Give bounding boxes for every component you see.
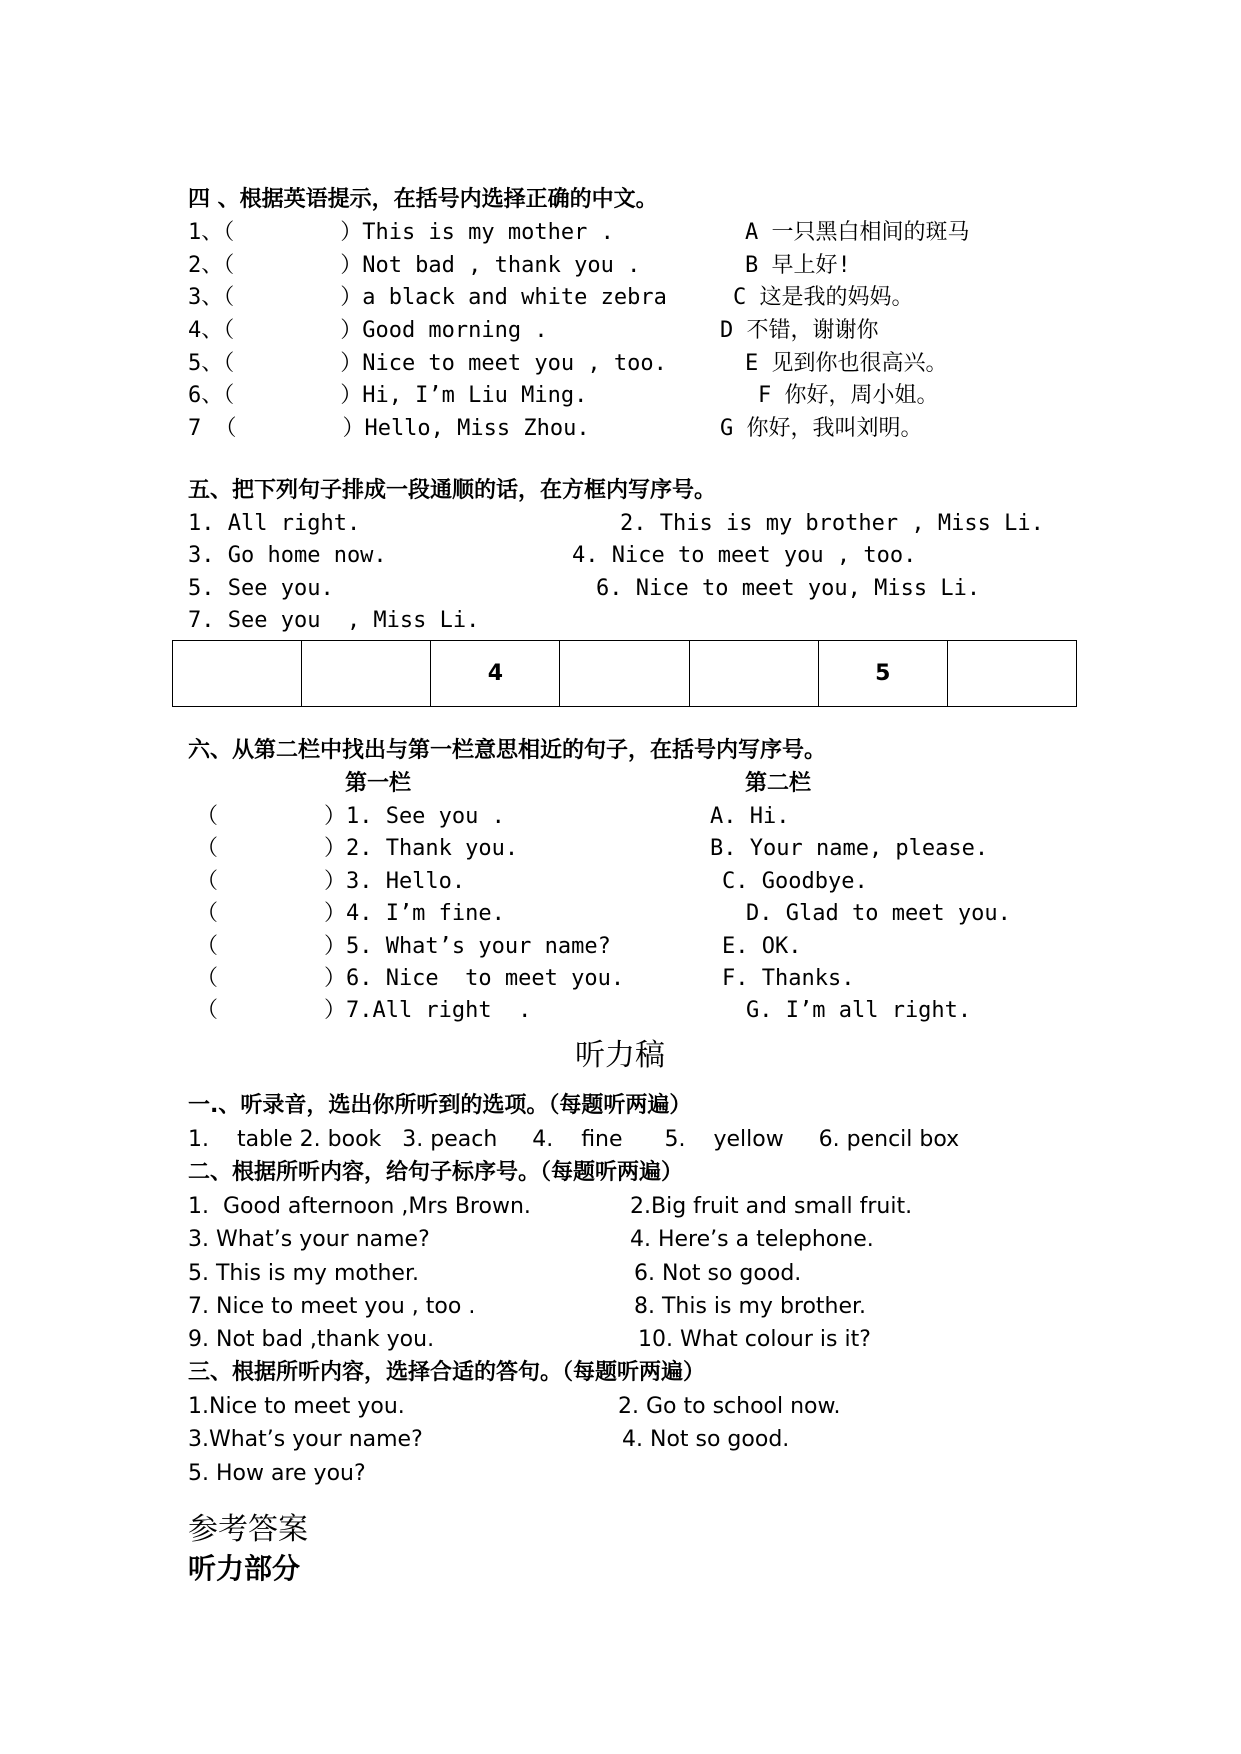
section6-option-d: D. Glad to meet you. (746, 901, 1011, 926)
listening-part3-sentence-4: 4. Not so good. (622, 1427, 790, 1452)
answer-box-7[interactable] (947, 641, 1076, 707)
section6-item-5: （ ）5. What’s your name? (196, 934, 611, 959)
section4-item-3: 3、（ ）a black and white zebra (188, 285, 667, 310)
section5-sentence-3: 3. Go home now. (188, 543, 387, 568)
section4-option-g: G 你好，我叫刘明。 (720, 416, 923, 441)
listening-part2-sentence-6: 6. Not so good. (634, 1261, 802, 1286)
listening-part2-sentence-10: 10. What colour is it? (638, 1327, 871, 1352)
section6-option-g: G. I’m all right. (746, 998, 972, 1023)
section4-option-f: F 你好，周小姐。 (758, 383, 939, 408)
section6-item-2: （ ）2. Thank you. (196, 836, 519, 861)
section6-heading: 六、从第二栏中找出与第一栏意思相近的句子，在括号内写序号。 (188, 738, 827, 763)
column-2-title: 第二栏 (745, 771, 812, 796)
listening-part1-words: 1. table 2. book 3. peach 4. fine 5. yellow 6. pencil box (188, 1127, 960, 1152)
section6-option-c: C. Goodbye. (722, 869, 868, 894)
answer-box-1[interactable] (173, 641, 302, 707)
section4-item-7: 7 （ ）Hello, Miss Zhou. (188, 416, 590, 441)
section5-heading: 五、把下列句子排成一段通顺的话，在方框内写序号。 (188, 478, 717, 503)
answer-key-subtitle: 听力部分 (188, 1552, 301, 1585)
transcript-title: 听力稿 (575, 1038, 665, 1073)
section4-heading: 四 、根据英语提示，在括号内选择正确的中文。 (188, 187, 658, 212)
listening-part2-sentence-8: 8. This is my brother. (634, 1294, 867, 1319)
listening-part1-heading: 一.、听录音，选出你所听到的选项。（每题听两遍） (188, 1093, 692, 1118)
answer-box-2[interactable] (302, 641, 431, 707)
column-1-title: 第一栏 (345, 771, 412, 796)
listening-part3-sentence-1: 1.Nice to meet you. (188, 1394, 405, 1419)
listening-part3-sentence-3: 3.What’s your name? (188, 1427, 423, 1452)
listening-part2-sentence-3: 3. What’s your name? (188, 1227, 430, 1252)
section4-option-e: E 见到你也很高兴。 (745, 351, 948, 376)
section6-option-b: B. Your name, please. (710, 836, 989, 861)
section6-item-6: （ ）6. Nice to meet you. (196, 966, 625, 991)
section6-item-1: （ ）1. See you . (196, 804, 505, 829)
section4-option-b: B 早上好! (745, 253, 851, 278)
listening-part2-heading: 二、根据所听内容，给句子标序号。（每题听两遍） (188, 1160, 684, 1185)
section5-sentence-5: 5. See you. (188, 576, 334, 601)
listening-part2-sentence-2: 2.Big fruit and small fruit. (630, 1194, 913, 1219)
section5-sentence-2: 2. This is my brother , Miss Li. (620, 511, 1044, 536)
listening-part3-sentence-5: 5. How are you? (188, 1461, 366, 1486)
answer-box-3[interactable]: 4 (431, 641, 560, 707)
section6-item-4: （ ）4. I’m fine. (196, 901, 505, 926)
section6-option-f: F. Thanks. (722, 966, 855, 991)
listening-part2-sentence-5: 5. This is my mother. (188, 1261, 419, 1286)
section6-item-7: （ ）7.All right . (196, 998, 532, 1023)
answer-box-4[interactable] (560, 641, 689, 707)
listening-part2-sentence-9: 9. Not bad ,thank you. (188, 1327, 435, 1352)
section4-item-1: 1、（ ）This is my mother . (188, 220, 614, 245)
answer-box-5[interactable] (689, 641, 818, 707)
answer-box-grid (172, 640, 1077, 707)
listening-part2-sentence-7: 7. Nice to meet you , too . (188, 1294, 476, 1319)
listening-part2-sentence-4: 4. Here’s a telephone. (630, 1227, 874, 1252)
section5-sentence-1: 1. All right. (188, 511, 361, 536)
section5-sentence-4: 4. Nice to meet you , too. (572, 543, 917, 568)
section5-sentence-7: 7. See you , Miss Li. (188, 608, 480, 633)
section6-item-3: （ ）3. Hello. (196, 869, 466, 894)
section5-sentence-6: 6. Nice to meet you, Miss Li. (596, 576, 981, 601)
listening-part3-heading: 三、根据所听内容，选择合适的答句。（每题听两遍） (188, 1360, 706, 1385)
section4-item-2: 2、（ ）Not bad , thank you . (188, 253, 641, 278)
section6-option-a: A. Hi. (710, 804, 790, 829)
listening-part3-sentence-2: 2. Go to school now. (618, 1394, 841, 1419)
listening-part2-sentence-1: 1. Good afternoon ,Mrs Brown. (188, 1194, 531, 1219)
answer-key-title: 参考答案 (188, 1512, 308, 1547)
section6-option-e: E. OK. (722, 934, 802, 959)
answer-box-6[interactable]: 5 (818, 641, 947, 707)
section4-option-c: C 这是我的妈妈。 (733, 285, 914, 310)
section4-item-5: 5、（ ）Nice to meet you , too. (188, 351, 667, 376)
section4-option-a: A 一只黑白相间的斑马 (745, 220, 970, 245)
section4-item-4: 4、（ ）Good morning . (188, 318, 548, 343)
section4-option-d: D 不错，谢谢你 (720, 318, 879, 343)
section4-item-6: 6、（ ）Hi, I’m Liu Ming. (188, 383, 588, 408)
